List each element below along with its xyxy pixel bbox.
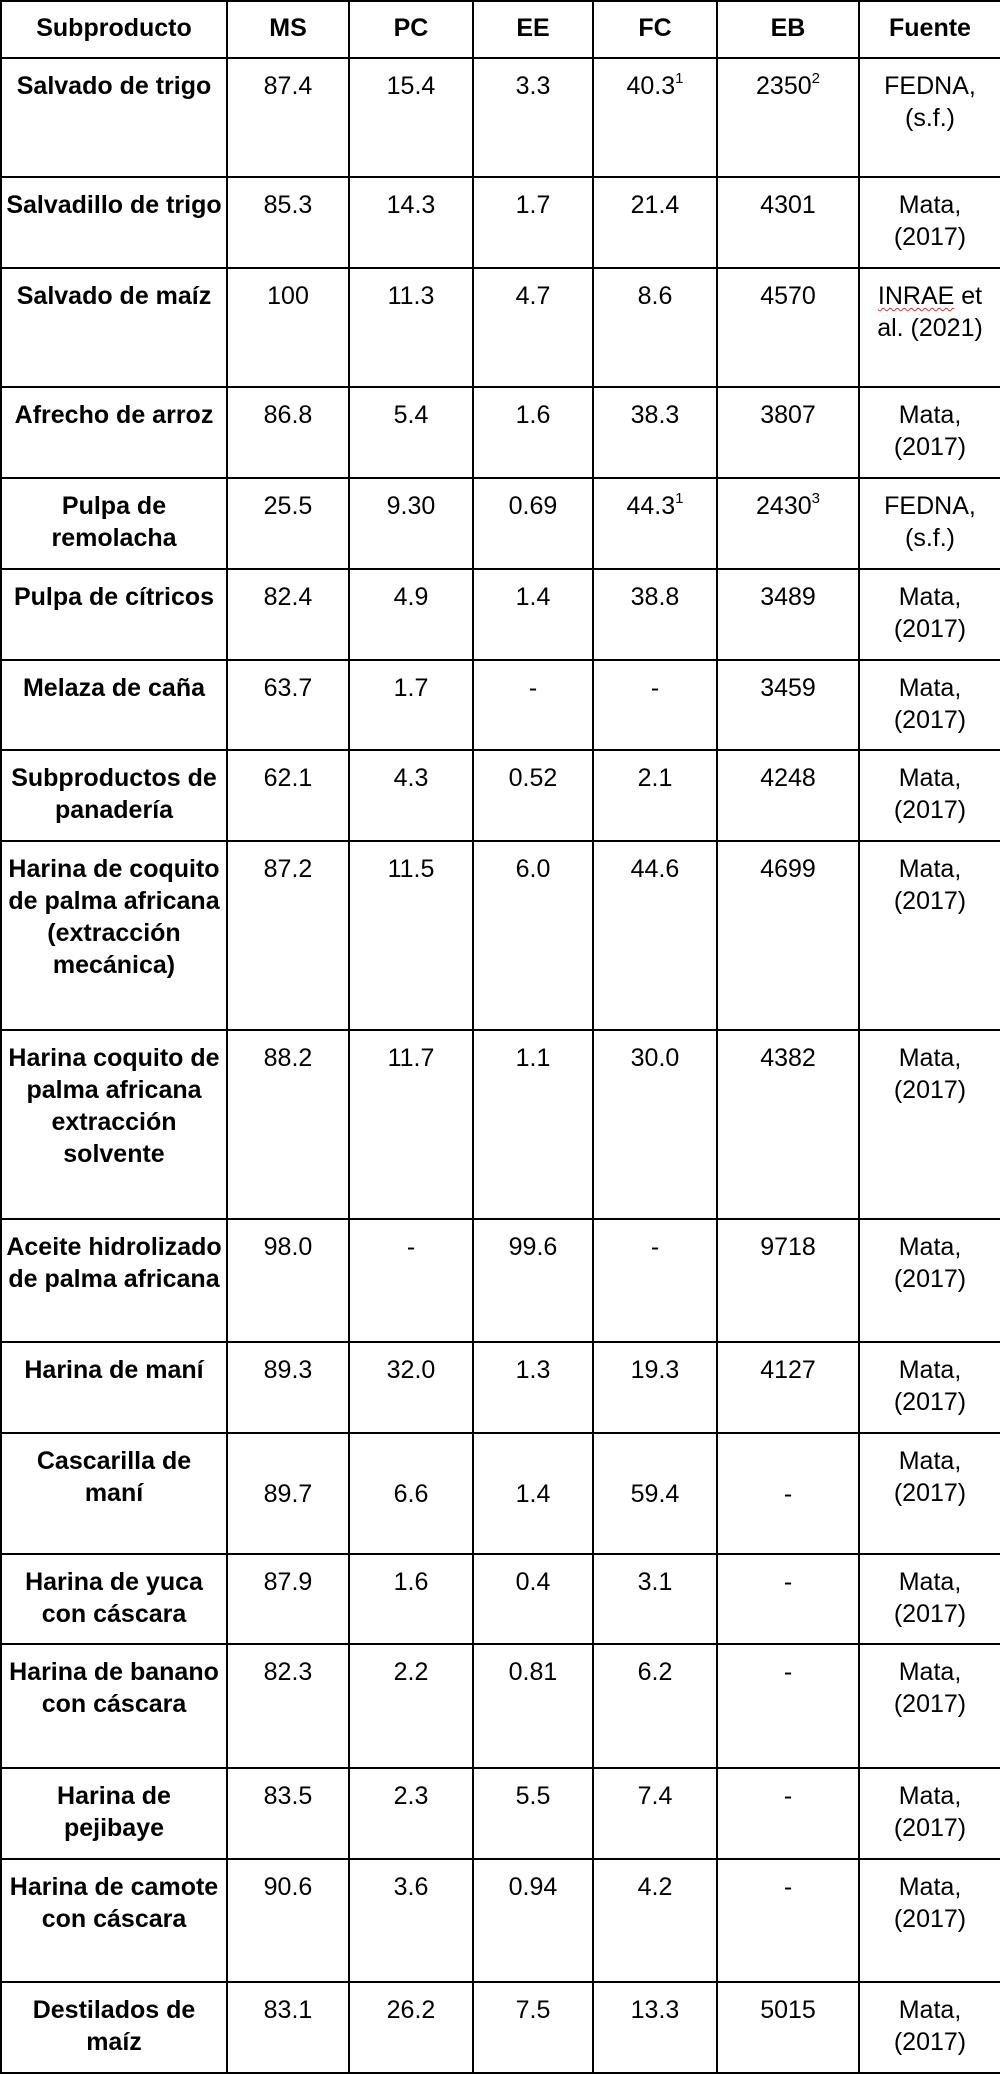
pc-value: 1.7 bbox=[349, 660, 473, 750]
eb-value: 4301 bbox=[717, 177, 859, 268]
table-row bbox=[1, 1859, 1000, 1982]
pc-value: 6.6 bbox=[349, 1433, 473, 1554]
fc-value: 7.4 bbox=[593, 1768, 717, 1859]
eb-value: 4699 bbox=[717, 841, 859, 1030]
eb-value: 3807 bbox=[717, 387, 859, 478]
table-row bbox=[1, 1982, 1000, 2073]
fc-value: - bbox=[593, 1219, 717, 1342]
table-row bbox=[1, 1433, 1000, 1554]
pc-value: 4.3 bbox=[349, 750, 473, 841]
source-value: Mata, (2017) bbox=[859, 1030, 1000, 1219]
ms-value: 85.3 bbox=[227, 177, 349, 268]
pc-value: 14.3 bbox=[349, 177, 473, 268]
ee-value: 0.94 bbox=[473, 1859, 593, 1982]
eb-value: 3459 bbox=[717, 660, 859, 750]
product-name: Harina de yuca con cáscara bbox=[1, 1554, 227, 1644]
footnote-marker: 1 bbox=[675, 69, 684, 87]
ee-value: 4.7 bbox=[473, 268, 593, 387]
table-row bbox=[1, 1030, 1000, 1219]
header-fc: FC bbox=[593, 1, 717, 58]
header-row bbox=[1, 1, 1000, 58]
fc-value: 30.0 bbox=[593, 1030, 717, 1219]
table-row bbox=[1, 660, 1000, 750]
table-row bbox=[1, 478, 1000, 569]
source-value: Mata, (2017) bbox=[859, 1768, 1000, 1859]
eb-value: 4382 bbox=[717, 1030, 859, 1219]
fc-value: 13.3 bbox=[593, 1982, 717, 2073]
ee-value: 1.6 bbox=[473, 387, 593, 478]
source-value: FEDNA, (s.f.) bbox=[859, 478, 1000, 569]
fc-value: 19.3 bbox=[593, 1342, 717, 1433]
eb-value: 4570 bbox=[717, 268, 859, 387]
product-name: Subproductos de panadería bbox=[1, 750, 227, 841]
ee-value: 1.4 bbox=[473, 1433, 593, 1554]
eb-value: 5015 bbox=[717, 1982, 859, 2073]
product-name: Aceite hidrolizado de palma africana bbox=[1, 1219, 227, 1342]
product-name: Harina de coquito de palma africana (extracción mecánica) bbox=[1, 841, 227, 1030]
table-row bbox=[1, 1342, 1000, 1433]
ee-value: 5.5 bbox=[473, 1768, 593, 1859]
ee-value: 0.4 bbox=[473, 1554, 593, 1644]
header-fuente: Fuente bbox=[859, 1, 1000, 58]
header-eb: EB bbox=[717, 1, 859, 58]
eb-value: - bbox=[717, 1433, 859, 1554]
product-name: Harina de banano con cáscara bbox=[1, 1644, 227, 1768]
pc-value: 2.2 bbox=[349, 1644, 473, 1768]
ms-value: 82.3 bbox=[227, 1644, 349, 1768]
ms-value: 87.2 bbox=[227, 841, 349, 1030]
product-name: Destilados de maíz bbox=[1, 1982, 227, 2073]
ee-value: 99.6 bbox=[473, 1219, 593, 1342]
fc-value: 4.2 bbox=[593, 1859, 717, 1982]
pc-value: 32.0 bbox=[349, 1342, 473, 1433]
fc-value: 44.3$^1$ bbox=[593, 478, 717, 569]
footnote-marker: 1 bbox=[675, 489, 684, 507]
eb-value: - bbox=[717, 1768, 859, 1859]
source-value: Mata, (2017) bbox=[859, 387, 1000, 478]
fc-value: 2.1 bbox=[593, 750, 717, 841]
pc-value: 1.6 bbox=[349, 1554, 473, 1644]
fc-value: 8.6 bbox=[593, 268, 717, 387]
ee-value: 1.7 bbox=[473, 177, 593, 268]
ms-value: 86.8 bbox=[227, 387, 349, 478]
ms-value: 89.7 bbox=[227, 1433, 349, 1554]
ms-value: 90.6 bbox=[227, 1859, 349, 1982]
source-value: INRAE et al. (2021) bbox=[859, 268, 1000, 387]
ee-value: 0.69 bbox=[473, 478, 593, 569]
ms-value: 63.7 bbox=[227, 660, 349, 750]
ms-value: 87.4 bbox=[227, 58, 349, 177]
ms-value: 98.0 bbox=[227, 1219, 349, 1342]
table-row bbox=[1, 569, 1000, 660]
ms-value: 83.1 bbox=[227, 1982, 349, 2073]
product-name: Melaza de caña bbox=[1, 660, 227, 750]
table-row bbox=[1, 1768, 1000, 1859]
header-pc: PC bbox=[349, 1, 473, 58]
fc-value: 40.3$^1$ bbox=[593, 58, 717, 177]
ee-value: 1.1 bbox=[473, 1030, 593, 1219]
ms-value: 83.5 bbox=[227, 1768, 349, 1859]
product-name: Harina de camote con cáscara bbox=[1, 1859, 227, 1982]
eb-value: 4127 bbox=[717, 1342, 859, 1433]
ms-value: 82.4 bbox=[227, 569, 349, 660]
product-name: Salvadillo de trigo bbox=[1, 177, 227, 268]
product-name: Salvado de trigo bbox=[1, 58, 227, 177]
fc-value: 6.2 bbox=[593, 1644, 717, 1768]
pc-value: 11.5 bbox=[349, 841, 473, 1030]
fc-value: 38.3 bbox=[593, 387, 717, 478]
table-row bbox=[1, 177, 1000, 268]
pc-value: 2.3 bbox=[349, 1768, 473, 1859]
product-name: Harina coquito de palma africana extracción solvente bbox=[1, 1030, 227, 1219]
pc-value: 11.3 bbox=[349, 268, 473, 387]
ms-value: 100 bbox=[227, 268, 349, 387]
fc-value: 44.6 bbox=[593, 841, 717, 1030]
table-row bbox=[1, 268, 1000, 387]
ee-value: 0.81 bbox=[473, 1644, 593, 1768]
spellcheck-word: INRAE bbox=[877, 282, 955, 310]
header-ee: EE bbox=[473, 1, 593, 58]
product-name: Afrecho de arroz bbox=[1, 387, 227, 478]
eb-value: 2350$^2$ bbox=[717, 58, 859, 177]
ee-value: 3.3 bbox=[473, 58, 593, 177]
ee-value: 1.3 bbox=[473, 1342, 593, 1433]
ms-value: 88.2 bbox=[227, 1030, 349, 1219]
table-row bbox=[1, 1554, 1000, 1644]
source-value: Mata, (2017) bbox=[859, 1554, 1000, 1644]
fc-value: 3.1 bbox=[593, 1554, 717, 1644]
header-ms: MS bbox=[227, 1, 349, 58]
pc-value: 15.4 bbox=[349, 58, 473, 177]
eb-value: - bbox=[717, 1644, 859, 1768]
source-value: Mata, (2017) bbox=[859, 660, 1000, 750]
ms-value: 89.3 bbox=[227, 1342, 349, 1433]
ms-value: 62.1 bbox=[227, 750, 349, 841]
source-value: Mata, (2017) bbox=[859, 569, 1000, 660]
product-name: Harina de maní bbox=[1, 1342, 227, 1433]
source-value: Mata, (2017) bbox=[859, 177, 1000, 268]
fc-value: - bbox=[593, 660, 717, 750]
eb-value: - bbox=[717, 1859, 859, 1982]
table-row bbox=[1, 1219, 1000, 1342]
ms-value: 87.9 bbox=[227, 1554, 349, 1644]
pc-value: 26.2 bbox=[349, 1982, 473, 2073]
pc-value: 11.7 bbox=[349, 1030, 473, 1219]
source-value: Mata, (2017) bbox=[859, 1433, 1000, 1554]
header-subproducto: Subproducto bbox=[1, 1, 227, 58]
footnote-marker: 2 bbox=[811, 69, 820, 87]
eb-value: 9718 bbox=[717, 1219, 859, 1342]
ee-value: 6.0 bbox=[473, 841, 593, 1030]
product-name: Harina de pejibaye bbox=[1, 1768, 227, 1859]
product-name: Salvado de maíz bbox=[1, 268, 227, 387]
product-name: Pulpa de cítricos bbox=[1, 569, 227, 660]
source-value: Mata, (2017) bbox=[859, 1644, 1000, 1768]
ee-value: 1.4 bbox=[473, 569, 593, 660]
table-row bbox=[1, 841, 1000, 1030]
fc-value: 21.4 bbox=[593, 177, 717, 268]
table-row bbox=[1, 750, 1000, 841]
ms-value: 25.5 bbox=[227, 478, 349, 569]
source-value: Mata, (2017) bbox=[859, 1982, 1000, 2073]
ee-value: 7.5 bbox=[473, 1982, 593, 2073]
footnote-marker: 3 bbox=[811, 489, 820, 507]
table-row bbox=[1, 387, 1000, 478]
eb-value: 2430$^3$ bbox=[717, 478, 859, 569]
source-value: Mata, (2017) bbox=[859, 750, 1000, 841]
pc-value: 9.30 bbox=[349, 478, 473, 569]
fc-value: 59.4 bbox=[593, 1433, 717, 1554]
eb-value: - bbox=[717, 1554, 859, 1644]
source-value: Mata, (2017) bbox=[859, 841, 1000, 1030]
ee-value: 0.52 bbox=[473, 750, 593, 841]
fc-value: 38.8 bbox=[593, 569, 717, 660]
eb-value: 3489 bbox=[717, 569, 859, 660]
pc-value: 3.6 bbox=[349, 1859, 473, 1982]
source-value: Mata, (2017) bbox=[859, 1342, 1000, 1433]
product-name: Cascarilla de maní bbox=[1, 1433, 227, 1554]
pc-value: 5.4 bbox=[349, 387, 473, 478]
eb-value: 4248 bbox=[717, 750, 859, 841]
source-value: Mata, (2017) bbox=[859, 1859, 1000, 1982]
source-value: Mata, (2017) bbox=[859, 1219, 1000, 1342]
pc-value: - bbox=[349, 1219, 473, 1342]
table-row bbox=[1, 58, 1000, 177]
source-value: FEDNA, (s.f.) bbox=[859, 58, 1000, 177]
product-name: Pulpa de remolacha bbox=[1, 478, 227, 569]
pc-value: 4.9 bbox=[349, 569, 473, 660]
table-row bbox=[1, 1644, 1000, 1768]
ee-value: - bbox=[473, 660, 593, 750]
